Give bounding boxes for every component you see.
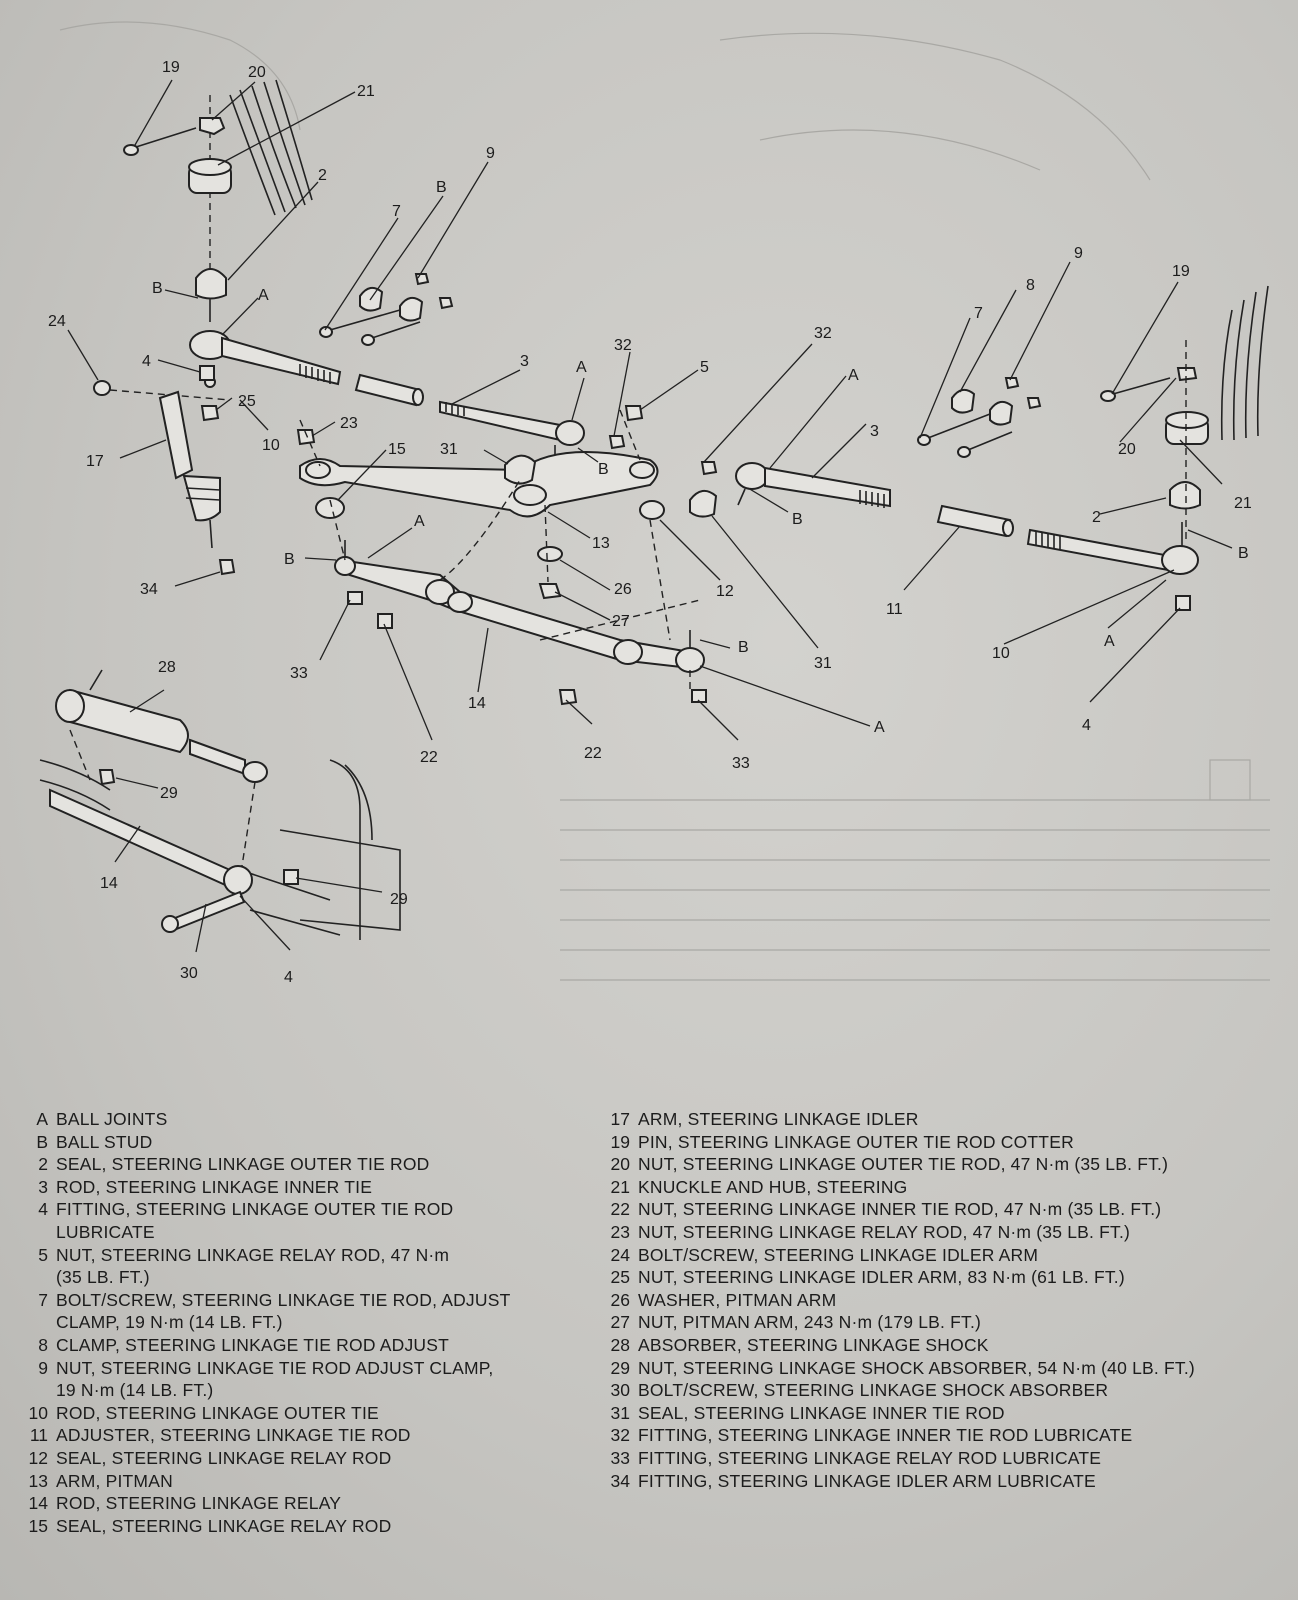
callout-21: 21 (357, 83, 375, 100)
legend-key: 29 (610, 1357, 630, 1378)
callout-A: A (874, 719, 885, 736)
legend-text: PIN, STEERING LINKAGE OUTER TIE ROD COTTER (638, 1131, 1074, 1152)
legend-text: ROD, STEERING LINKAGE INNER TIE (56, 1176, 373, 1197)
legend-key (8, 1221, 56, 1244)
legend-text: BALL JOINTS (56, 1109, 168, 1129)
part-7-8-9-clamp-right (918, 378, 1040, 457)
legend-text: NUT, STEERING LINKAGE RELAY ROD, 47 N·m (35 LB. FT.) (638, 1221, 1131, 1242)
legend-key: 34 (610, 1470, 630, 1491)
legend-text: NUT, PITMAN ARM, 243 N·m (179 LB. FT.) (638, 1312, 982, 1333)
callout-14: 14 (100, 875, 118, 892)
callout-9: 9 (486, 145, 495, 162)
legend-text: SEAL, STEERING LINKAGE RELAY ROD (56, 1447, 392, 1468)
callout-27: 27 (612, 613, 630, 630)
legend-text: ARM, PITMAN (56, 1470, 173, 1491)
legend-text: NUT, STEERING LINKAGE SHOCK ABSORBER, 54 N·m (40 LB. FT.) (638, 1357, 1195, 1378)
callout-33: 33 (290, 665, 308, 682)
callout-8: 8 (1026, 277, 1035, 294)
callout-3: 3 (870, 423, 879, 440)
legend-row (8, 1131, 588, 1154)
callout-30: 30 (180, 965, 198, 982)
legend-key: 13 (28, 1470, 48, 1491)
callout-B: B (598, 461, 609, 478)
part-26-27-washer-nut (538, 547, 562, 598)
legend-row (590, 1424, 1290, 1447)
legend-row (8, 1515, 588, 1538)
legend-key: 30 (610, 1380, 630, 1401)
callout-A: A (576, 359, 587, 376)
legend-row (590, 1244, 1290, 1267)
callout-A: A (848, 367, 859, 384)
legend-key: 23 (610, 1221, 630, 1242)
legend-key: 31 (610, 1402, 630, 1423)
legend-key: B (36, 1131, 48, 1152)
callout-12: 12 (716, 583, 734, 600)
legend-row (590, 1334, 1290, 1357)
legend-row (590, 1153, 1290, 1176)
part-12-seal (640, 501, 664, 519)
callout-B: B (284, 551, 295, 568)
part-21-knuckle-right (1166, 412, 1208, 444)
legend-row (8, 1492, 588, 1515)
callout-26: 26 (614, 581, 632, 598)
part-21-knuckle-left (189, 159, 231, 193)
part-31-seal-right (690, 491, 716, 517)
legend-row (590, 1402, 1290, 1425)
callout-5: 5 (700, 359, 709, 376)
callout-4: 4 (1082, 717, 1091, 734)
bleed-through (60, 22, 1270, 1100)
legend-key: 27 (610, 1312, 630, 1333)
legend-key: 19 (610, 1131, 630, 1152)
legend-row (8, 1198, 588, 1221)
legend-row (8, 1424, 588, 1447)
legend-text: BOLT/SCREW, STEERING LINKAGE TIE ROD, ADJUST (56, 1289, 511, 1310)
part-3-inner-tie-rod-right (736, 463, 890, 508)
part-17-idler-arm (160, 392, 234, 574)
legend-key: 21 (610, 1176, 630, 1197)
callout-34: 34 (140, 581, 158, 598)
part-4-fitting-left (200, 366, 214, 380)
part-2-seal-right (1170, 482, 1200, 509)
legend-key: 7 (38, 1289, 48, 1310)
legend-text: ROD, STEERING LINKAGE OUTER TIE (56, 1402, 379, 1423)
legend-row (590, 1131, 1290, 1154)
legend-text: SEAL, STEERING LINKAGE OUTER TIE ROD (56, 1154, 430, 1175)
legend-row (8, 1402, 588, 1425)
legend-key: 25 (610, 1267, 630, 1288)
legend-key: 33 (610, 1447, 630, 1468)
part-2-seal-left (196, 269, 226, 299)
legend-row (590, 1108, 1290, 1131)
legend-key (8, 1379, 56, 1402)
legend-text: (35 LB. FT.) (56, 1267, 150, 1288)
callout-10: 10 (262, 437, 280, 454)
legend-key: 3 (38, 1176, 48, 1197)
callout-15: 15 (388, 441, 406, 458)
left-tire-arcs (230, 80, 312, 215)
legend-key: 32 (610, 1425, 630, 1446)
part-19-cotter-pin-left (124, 128, 196, 155)
legend-text: 19 N·m (14 LB. FT.) (56, 1380, 214, 1401)
legend-key: 10 (28, 1402, 48, 1423)
callout-7: 7 (974, 305, 983, 322)
legend-text: WASHER, PITMAN ARM (638, 1289, 837, 1310)
legend-text: SEAL, STEERING LINKAGE RELAY ROD (56, 1515, 392, 1536)
callout-2: 2 (318, 167, 327, 184)
legend-row (8, 1266, 588, 1289)
legend-key: 17 (610, 1109, 630, 1129)
callout-29: 29 (160, 785, 178, 802)
callout-22: 22 (420, 749, 438, 766)
legend-row (590, 1221, 1290, 1244)
callout-21: 21 (1234, 495, 1252, 512)
legend-text: NUT, STEERING LINKAGE RELAY ROD, 47 N·m (56, 1244, 450, 1265)
legend-row (590, 1379, 1290, 1402)
callout-19: 19 (1172, 263, 1190, 280)
callout-10: 10 (992, 645, 1010, 662)
part-25-nut (202, 406, 218, 420)
legend-row (590, 1470, 1290, 1493)
legend-row (8, 1447, 588, 1470)
callout-2: 2 (1092, 509, 1101, 526)
legend-text: NUT, STEERING LINKAGE IDLER ARM, 83 N·m (61 LB. FT.) (638, 1267, 1125, 1288)
legend-row (8, 1379, 588, 1402)
legend-text: BALL STUD (56, 1131, 153, 1152)
legend-row (8, 1357, 588, 1380)
callout-11: 11 (886, 601, 903, 618)
callout-A: A (1104, 633, 1115, 650)
legend-key: 11 (29, 1425, 48, 1446)
legend-row (8, 1470, 588, 1493)
legend-key: 14 (28, 1493, 48, 1514)
legend-row (8, 1108, 588, 1131)
callout-28: 28 (158, 659, 176, 676)
callout-9: 9 (1074, 245, 1083, 262)
legend-key: 22 (610, 1199, 630, 1220)
callout-32: 32 (814, 325, 832, 342)
legend-key: 26 (610, 1289, 630, 1310)
legend-text: ROD, STEERING LINKAGE RELAY (56, 1493, 342, 1514)
callout-A: A (414, 513, 425, 530)
callout-A: A (258, 287, 269, 304)
legend-row (590, 1447, 1290, 1470)
callout-14: 14 (468, 695, 486, 712)
legend-text: CLAMP, 19 N·m (14 LB. FT.) (56, 1312, 283, 1333)
legend-text: NUT, STEERING LINKAGE INNER TIE ROD, 47 N·m (35 LB. FT.) (638, 1199, 1162, 1220)
callout-13: 13 (592, 535, 610, 552)
part-11-adjuster-left (356, 375, 423, 405)
callout-B: B (792, 511, 803, 528)
callout-31: 31 (440, 441, 458, 458)
legend-key: 4 (38, 1199, 48, 1220)
callout-33: 33 (732, 755, 750, 772)
callout-3: 3 (520, 353, 529, 370)
callout-7: 7 (392, 203, 401, 220)
legend-key: 28 (610, 1334, 630, 1355)
legend-text: ARM, STEERING LINKAGE IDLER (638, 1109, 919, 1129)
legend-key (8, 1311, 56, 1334)
inset-shock-absorber (40, 670, 400, 940)
legend-row (8, 1311, 588, 1334)
right-tire-arcs (1222, 286, 1268, 440)
legend-text: BOLT/SCREW, STEERING LINKAGE SHOCK ABSORBER (638, 1380, 1109, 1401)
legend-key: 12 (28, 1447, 48, 1468)
part-7-8-9-clamp-left (320, 274, 452, 345)
legend-row (590, 1357, 1290, 1380)
callout-31: 31 (814, 655, 832, 672)
legend-key: 8 (38, 1334, 48, 1355)
legend-text: BOLT/SCREW, STEERING LINKAGE IDLER ARM (638, 1244, 1039, 1265)
callout-22: 22 (584, 745, 602, 762)
callout-25: 25 (238, 393, 256, 410)
part-11-adjuster-right (938, 506, 1013, 536)
legend-text: SEAL, STEERING LINKAGE INNER TIE ROD (638, 1402, 1005, 1423)
callout-B: B (738, 639, 749, 656)
part-32-fitting-right (702, 462, 716, 474)
callout-4: 4 (284, 969, 293, 986)
part-14-relay-rod (335, 540, 704, 672)
legend-text: ADJUSTER, STEERING LINKAGE TIE ROD (56, 1425, 411, 1446)
callout-B: B (436, 179, 447, 196)
legend-key (8, 1266, 56, 1289)
callout-19: 19 (162, 59, 180, 76)
legend-row (8, 1334, 588, 1357)
legend-row (8, 1153, 588, 1176)
legend-text: LUBRICATE (56, 1221, 155, 1242)
part-5-nut (626, 406, 642, 420)
legend-row (590, 1289, 1290, 1312)
callout-24: 24 (48, 313, 66, 330)
legend-row (8, 1176, 588, 1199)
legend-text: ABSORBER, STEERING LINKAGE SHOCK (638, 1334, 989, 1355)
legend-text: KNUCKLE AND HUB, STEERING (638, 1176, 908, 1197)
legend-column-right (590, 1108, 1290, 1492)
legend-text: FITTING, STEERING LINKAGE INNER TIE ROD LUBRICATE (638, 1425, 1133, 1446)
callout-29: 29 (390, 891, 408, 908)
part-31-seal-left (505, 456, 535, 484)
legend-key: 5 (38, 1244, 48, 1265)
legend-key: 24 (610, 1244, 630, 1265)
callout-B: B (152, 280, 163, 297)
callout-B: B (1238, 545, 1249, 562)
legend-row (8, 1289, 588, 1312)
legend-text: FITTING, STEERING LINKAGE RELAY ROD LUBRICATE (638, 1447, 1102, 1468)
legend-key: 2 (38, 1154, 48, 1175)
legend-row (590, 1311, 1290, 1334)
legend-text: FITTING, STEERING LINKAGE IDLER ARM LUBRICATE (638, 1470, 1096, 1491)
part-32-fitting-left (610, 436, 624, 448)
legend-column-left (8, 1108, 588, 1537)
legend-text: FITTING, STEERING LINKAGE OUTER TIE ROD (56, 1199, 454, 1220)
part-20-nut-left (200, 118, 224, 134)
legend-key: 9 (38, 1357, 48, 1378)
callout-17: 17 (86, 453, 104, 470)
callout-20: 20 (1118, 441, 1136, 458)
legend-row (590, 1198, 1290, 1221)
callout-32: 32 (614, 337, 632, 354)
legend-key: 15 (28, 1515, 48, 1536)
legend-row (8, 1244, 588, 1267)
legend-row (8, 1221, 588, 1244)
legend-text: NUT, STEERING LINKAGE OUTER TIE ROD, 47 N·m (35 LB. FT.) (638, 1154, 1169, 1175)
parts-legend (0, 1108, 1298, 1568)
legend-text: NUT, STEERING LINKAGE TIE ROD ADJUST CLAMP, (56, 1357, 494, 1378)
callout-4: 4 (142, 353, 151, 370)
callout-20: 20 (248, 64, 266, 81)
legend-text: CLAMP, STEERING LINKAGE TIE ROD ADJUST (56, 1334, 450, 1355)
callout-23: 23 (340, 415, 358, 432)
legend-row (590, 1266, 1290, 1289)
legend-row (590, 1176, 1290, 1199)
legend-key: A (36, 1109, 48, 1129)
legend-key: 20 (610, 1154, 630, 1175)
